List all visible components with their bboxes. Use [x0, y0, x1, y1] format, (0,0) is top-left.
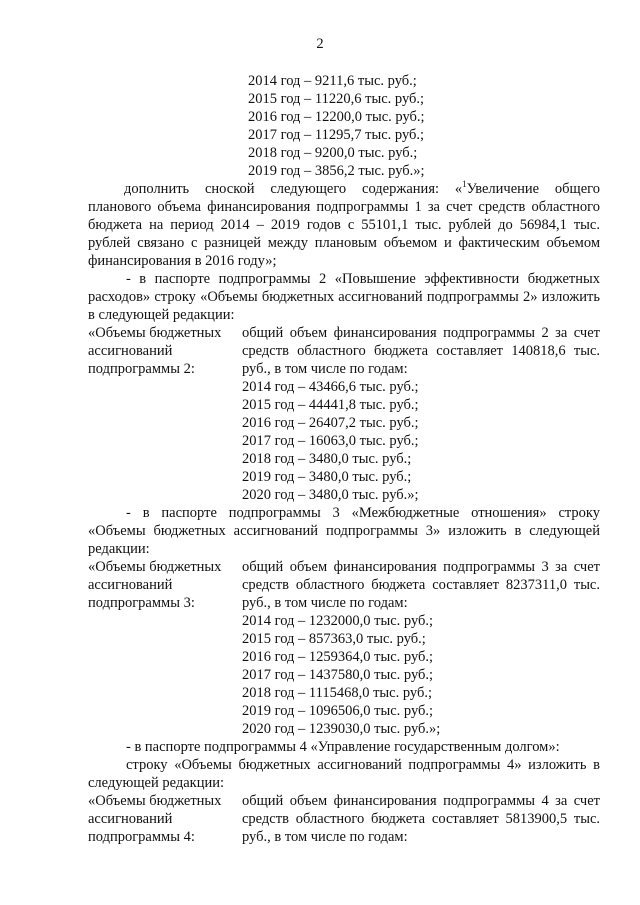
year-line: 2016 год – 12200,0 тыс. руб.;: [248, 109, 425, 125]
year-line: 2018 год – 1115468,0 тыс. руб.;: [242, 685, 433, 701]
year-line: 2017 год – 11295,7 тыс. руб.;: [248, 127, 425, 143]
funding-total: общий объем финансирования подпрограммы 2 за счет средств областного бюджета составляет 140818,6 тыс. руб., в том числе по годам:: [242, 325, 600, 377]
year-line: 2018 год – 3480,0 тыс. руб.;: [242, 451, 412, 467]
label-line: «Объемы бюджетных: [88, 325, 222, 341]
year-line: 2019 год – 3480,0 тыс. руб.;: [242, 469, 412, 485]
year-line: 2016 год – 26407,2 тыс. руб.;: [242, 415, 419, 431]
year-line: 2017 год – 16063,0 тыс. руб.;: [242, 433, 419, 449]
label-line: подпрограммы 2:: [88, 361, 195, 377]
year-line: 2018 год – 9200,0 тыс. руб.;: [248, 145, 418, 161]
year-line: 2014 год – 43466,6 тыс. руб.;: [242, 379, 419, 395]
label-line: ассигнований: [88, 343, 173, 359]
funding-block-4: [88, 792, 600, 846]
year-list: [242, 612, 600, 738]
footnote-text: Увеличение общего планового объема финансирования подпрограммы 1 за счет средств областного бюджета на период 2014 – 2019 годов с 55101,1 тыс. рублей до 56984,1 тыс. рублей связано с разницей между плановым объемом и фактическим объемом финансирования в 2016 году»;: [88, 181, 600, 269]
year-line: 2020 год – 1239030,0 тыс. руб.»;: [242, 721, 441, 737]
year-line: 2020 год – 3480,0 тыс. руб.»;: [242, 487, 419, 503]
paragraph-subprogram-3: - в паспорте подпрограммы 3 «Межбюджетные отношения» строку «Объемы бюджетных ассигнований подпрограммы 3» изложить в следующей редакции:: [88, 505, 600, 557]
year-line: 2014 год – 9211,6 тыс. руб.;: [248, 73, 417, 89]
year-line: 2015 год – 44441,8 тыс. руб.;: [242, 397, 419, 413]
label-line: «Объемы бюджетных: [88, 793, 222, 809]
year-line: 2016 год – 1259364,0 тыс. руб.;: [242, 649, 434, 665]
funding-block-3: [88, 558, 600, 738]
paragraph-subprogram-2: - в паспорте подпрограммы 2 «Повышение эффективности бюджетных расходов» строку «Объемы бюджетных ассигнований подпрограммы 2» изложить в следующей редакции:: [88, 271, 600, 323]
paragraph-subprogram-4: строку «Объемы бюджетных ассигнований подпрограммы 4» изложить в следующей редакции:: [88, 757, 600, 791]
document-body: [88, 72, 600, 846]
funding-label: [88, 558, 238, 738]
label-line: ассигнований: [88, 577, 173, 593]
funding-label: [88, 324, 238, 504]
year-list-subprogram-1: [88, 72, 600, 180]
funding-block-2: [88, 324, 600, 504]
label-line: «Объемы бюджетных: [88, 559, 222, 575]
year-line: 2019 год – 1096506,0 тыс. руб.;: [242, 703, 434, 719]
funding-description: [238, 324, 600, 504]
year-line: 2017 год – 1437580,0 тыс. руб.;: [242, 667, 434, 683]
funding-description: [238, 558, 600, 738]
funding-total: общий объем финансирования подпрограммы 4 за счет средств областного бюджета составляет 5813900,5 тыс. руб., в том числе по годам:: [242, 793, 600, 845]
year-line: 2019 год – 3856,2 тыс. руб.»;: [248, 163, 425, 179]
footnote-paragraph: [88, 180, 600, 270]
funding-total: общий объем финансирования подпрограммы 3 за счет средств областного бюджета составляет 8237311,0 тыс. руб., в том числе по годам:: [242, 559, 600, 611]
year-line: 2014 год – 1232000,0 тыс. руб.;: [242, 613, 434, 629]
year-line: 2015 год – 857363,0 тыс. руб.;: [242, 631, 426, 647]
paragraph-subprogram-4-heading: - в паспорте подпрограммы 4 «Управление государственным долгом»:: [126, 739, 560, 755]
label-line: подпрограммы 3:: [88, 595, 195, 611]
year-list: [242, 378, 600, 504]
label-line: подпрограммы 4:: [88, 829, 195, 845]
funding-description: [238, 792, 600, 846]
funding-label: [88, 792, 238, 846]
page-number: 2: [316, 36, 324, 52]
label-line: ассигнований: [88, 811, 173, 827]
footnote-lead: дополнить сноской следующего содержания: «: [124, 181, 463, 197]
footnote-marker: 1: [462, 179, 467, 190]
year-line: 2015 год – 11220,6 тыс. руб.;: [248, 91, 425, 107]
